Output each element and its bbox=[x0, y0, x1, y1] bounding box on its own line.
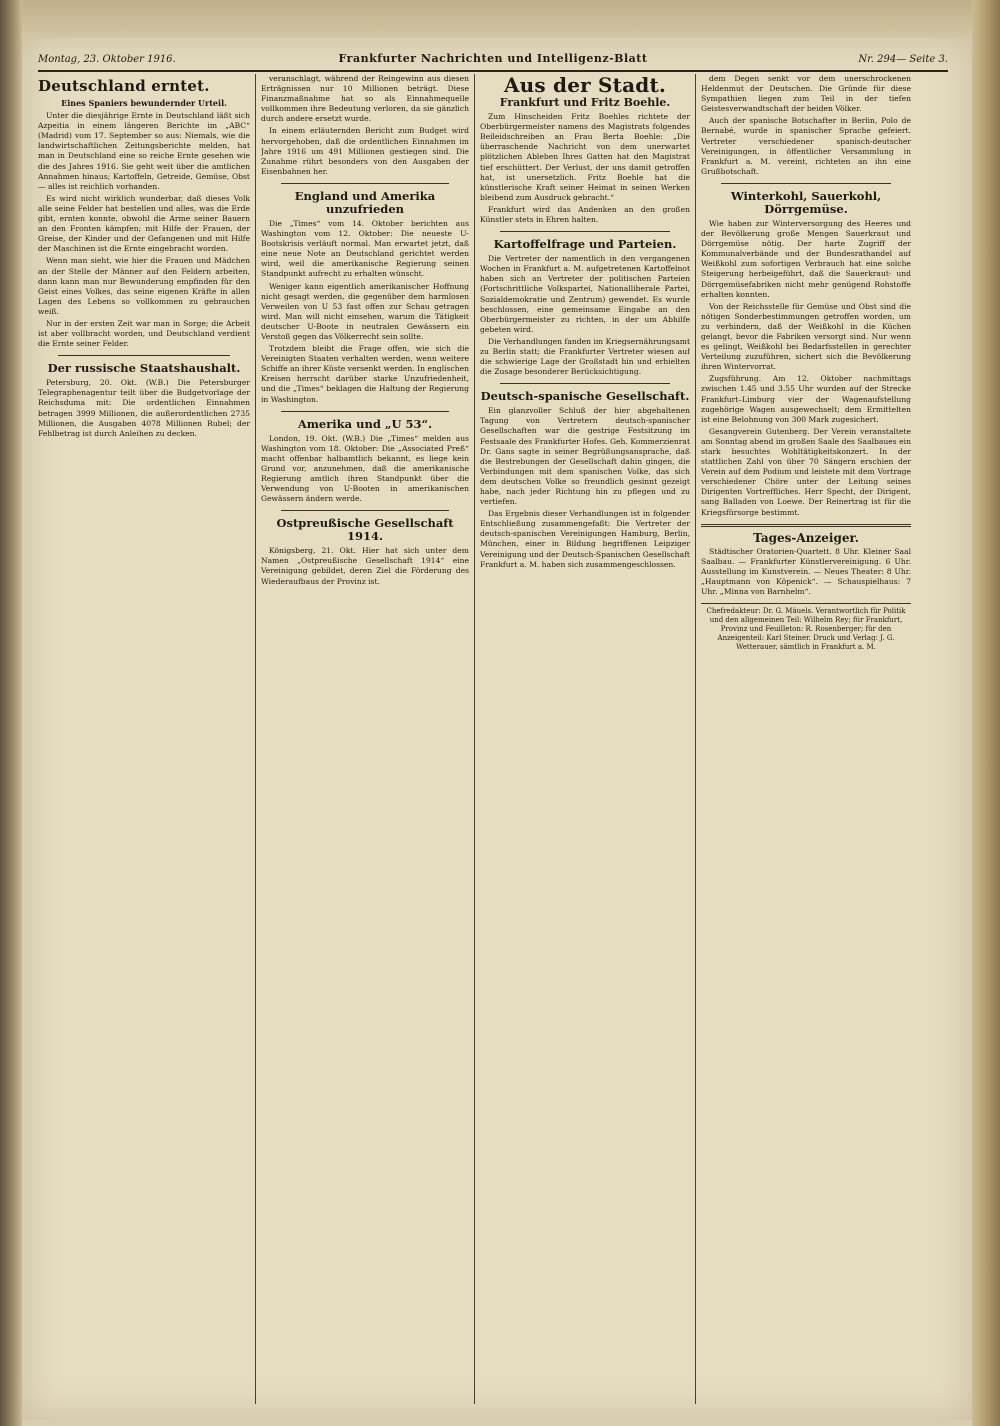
paragraph: Es wird nicht wirklich wunderbar, daß dieses Volk alle seine Felder hat bestellen und alles, was die Erde gibt, ernten konnte, obwohl die Arme seiner Bauern an den Fronten kämpfen; mit Hilfe der Frauen, der Greise, der Kinder und der Gefangenen und mit Hilfe der Maschinen ist die Ernte eingebracht worden. bbox=[38, 193, 250, 254]
article-title: England und Amerika unzufrieden bbox=[294, 188, 436, 216]
paragraph: Königsberg, 21. Okt. Hier hat sich unter dem Namen „Ostpreußische Gesellschaft 1914“ eine Vereinigung gebildet, deren Ziel die Förderung des Wiederaufbaus der Provinz ist. bbox=[261, 546, 469, 586]
paragraph: In einem erläuternden Bericht zum Budget wird hervorgehoben, daß die ordentlichen Einnahmen im Jahre 1916 um 491 Millionen gestiegen sind. Die Zunahme rührt besonders von den Ausgaben der Eisenbahnen her. bbox=[261, 126, 469, 176]
imprint: Chefredakteur: Dr. G. Mäuels. Verantwortlich für Politik und den allgemeinen Teil: Wilhelm Rey; für Frankfurt, Provinz und Feuilleton: R. Rosenberger; für den Anzeigenteil: Karl Steiner. Druck und Verlag: J. G. Wetterauer, sämtlich in Frankfurt a. M. bbox=[701, 603, 911, 652]
paragraph: Zugsführung. Am 12. Oktober nachmittags zwischen 1.45 und 3.55 Uhr wurden auf der Strecke Frankfurt–Limburg vier der Wagenaufstellung zugehörige Wagen ausgewechselt; dem Ermittelten ist eine Belohnung von 300 Mark zugesichert. bbox=[701, 374, 911, 424]
divider bbox=[281, 510, 449, 511]
article-title: Deutschland erntet. bbox=[38, 77, 210, 95]
divider bbox=[281, 183, 449, 184]
paragraph: Die Vertreter der namentlich in den vergangenen Wochen in Frankfurt a. M. aufgetretenen Kartoffelnot haben sich an Vertreter der politischen Parteien (Fortschrittliche Volkspartei, Nationalliberale Partei, Sozialdemokratie und Zentrum) gewendet. Es wurde beschlossen, eine gemeinsame Eingabe an den Oberbürgermeister zu richten, in der um Abhilfe gebeten wird. bbox=[480, 254, 690, 334]
paragraph: Die Verhandlungen fanden im Kriegsernährungsamt zu Berlin statt; die Frankfurter Vertreter wiesen auf die schwierige Lage der Großstadt hin und erhielten die Zusage besonderer Berücksichtigung. bbox=[480, 336, 690, 377]
article-title: Frankfurt und Fritz Boehle. bbox=[499, 96, 671, 109]
divider bbox=[721, 183, 891, 184]
column-3 bbox=[480, 74, 690, 1414]
divider bbox=[281, 411, 449, 412]
page-header bbox=[38, 52, 948, 72]
column-4 bbox=[701, 74, 911, 1414]
paragraph: Die „Times“ vom 14. Oktober berichten aus Washington vom 12. Oktober: Die neueste U-Bootskrisis verläuft normal. Man erwartet jetzt, daß eine neue Note an Deutschland gerichtet werden wird, weil die amerikanische Regierung seinen Standpunkt aufrecht zu erhalten wünscht. bbox=[261, 218, 469, 279]
paragraph: London, 19. Okt. (W.B.) Die „Times“ melden aus Washington vom 18. Oktober: Die „Associated Preß“ macht offenbar halbamtlich bekannt, es liege kein Grund vor, anzunehmen, daß die amerikanische Regierung amtlich ihren Standpunkt über die Verwendung von U-Booten in amerikanischen Gewässern ändern werde. bbox=[261, 433, 469, 504]
binding-edge bbox=[0, 0, 22, 1426]
paragraph: Unter die diesjährige Ernte in Deutschland läßt sich Azpeitia in einem längeren Berichte im „ABC“ (Madrid) vom 17. September so aus: Niemals, wie die landwirtschaftlichen Zeitungsberichte melden, hat man in Deutschland eine so reiche Ernte gesehen wie die des Jahres 1916. Sie geht weit über die amtlichen Annahmen hinaus; Kartoffeln, Getreide, Gemüse, Obst — alles ist reichlich vorhanden. bbox=[38, 111, 250, 191]
article-title: Amerika und „U 53“. bbox=[297, 416, 433, 431]
section-title: Aus der Stadt. bbox=[503, 74, 667, 97]
paragraph: Nur in der ersten Zeit war man in Sorge; die Arbeit ist aber vollbracht worden, und Deutschland verdient die Ernte seiner Felder. bbox=[38, 318, 250, 349]
divider bbox=[58, 355, 230, 356]
paragraph: Städtischer Oratorien-Quartett. 8 Uhr. Kleiner Saal Saalbau. — Frankfurter Künstlervereinigung. 6 Uhr. Ausstellung im Kunstverein. — Neues Theater: 8 Uhr. „Hauptmann von Köpenick“. — Schauspielhaus: 7 Uhr. „Minna von Barnhelm“. bbox=[701, 546, 911, 597]
paragraph: dem Degen senkt vor dem unerschrockenen Heldenmut der Deutschen. Die Gründe für diese Sympathien liegen zum Teil in der tiefen Geistesverwandtschaft der beiden Völker. bbox=[701, 74, 911, 114]
column-1 bbox=[38, 74, 250, 1414]
article-title: Kartoffelfrage und Parteien. bbox=[493, 237, 677, 252]
page-number: Nr. 294— Seite 3. bbox=[858, 54, 948, 65]
paragraph: Auch der spanische Botschafter in Berlin, Polo de Bernabé, wurde in spanischer Sprache gefeiert. Vertreter verschiedener spanisch-deutscher Vereinigungen, in öffentlicher Versammlung in Frankfurt a. M. vereint, richteten an ihn eine Grußbotschaft. bbox=[701, 116, 911, 176]
divider bbox=[500, 383, 670, 384]
paragraph: Ein glanzvoller Schluß der hier abgehaltenen Tagung von Vertretern deutsch-spanischer Gesellschaften war die gestrige Festsitzung im Festsaale des Frankfurter Hofes. Geh. Kommerzienrat Dr. Gans sagte in seiner Begrüßungsansprache, daß die Bestrebungen der Gesellschaft dahin gingen, die Verbindungen mit dem spanischen Volke, das sich dem deutschen Volke so freundlich gesinnt gezeigt habe, nach jeder Richtung hin zu pflegen und zu vertiefen. bbox=[480, 406, 690, 507]
paragraph: Zum Hinscheiden Fritz Boehles richtete der Oberbürgermeister namens des Magistrats folgendes Beileidschreiben an Frau Berta Boehle: „Die überraschende Nachricht von dem unerwartet plötzlichen Ableben Ihres Gatten hat den Magistrat tief erschüttert. Der Verlust, der uns damit getroffen hat, ist unersetzlich. Fritz Boehle hat die künstlerische Kraft seiner Heimat in seinen Werken bleibend zum Ausdruck gebracht.“ bbox=[480, 112, 690, 202]
column-rule bbox=[695, 74, 696, 1404]
article-title: Ostpreußische Gesellschaft 1914. bbox=[276, 516, 454, 544]
divider bbox=[701, 524, 911, 527]
article-title: Deutsch-spanische Gesellschaft. bbox=[480, 389, 690, 404]
article-title: Winterkohl, Sauerkohl, Dörrgemüse. bbox=[730, 188, 882, 216]
paragraph: Wenn man sieht, wie hier die Frauen und Mädchen an der Stelle der Männer auf den Feldern arbeiten, dann kann man nur Bewunderung empfinden für den Geist eines Volkes, das seine eigenen Kräfte in allen Lagen des Lebens so vollkommen zu gebrauchen weiß. bbox=[38, 256, 250, 316]
divider bbox=[500, 231, 670, 232]
article-title: Der russische Staatshaushalt. bbox=[47, 361, 241, 376]
paragraph: Das Ergebnis dieser Verhandlungen ist in folgender Entschließung zusammengefaßt: Die Vertreter der deutsch-spanischen Vereinigungen Hamburg, Berlin, München, einer in Bildung begriffenen Leipziger Vereinigung und der Deutsch-Spanischen Gesellschaft Frankfurt a. M. haben sich zusammengeschlossen. bbox=[480, 509, 690, 569]
paragraph: Wie haben zur Winterversorgung des Heeres und der Bevölkerung große Mengen Sauerkraut und Dörrgemüse nötig. Der harte Zugriff der Kommunalverbände und der Bundesrathandel auf Weißkohl zum sofortigen Verbrauch hat eine solche Steigerung herbeigeführt, daß die Sauerkraut- und Dörrgemüsefabriken nicht mehr genügend Rohstoffe erhalten konnten. bbox=[701, 218, 911, 299]
paragraph: Petersburg, 20. Okt. (W.B.) Die Petersburger Telegraphenagentur teilt über die Budgetvorlage der Reichsduma mit: Die ordentlichen Einnahmen betragen 3999 Millionen, die außerordentlichen 2735 Millionen, die Ausgaben 4078 Millionen Rubel; der Fehlbetrag ist durch Anleihen zu decken. bbox=[38, 378, 250, 438]
paragraph: Von der Reichsstelle für Gemüse und Obst sind die nötigen Sonderbestimmungen getroffen worden, um zu verhindern, daß der Weißkohl in die Küchen gelangt, bevor die Fabriken versorgt sind. Nur wenn es gelingt, Weißkohl bei Bedarfsstellen in gerechter Verteilung zuzuführen, sichert sich die Bevölkerung ihren Wintervorrat. bbox=[701, 301, 911, 372]
page-top-margin bbox=[0, 0, 1000, 38]
article-kicker: Eines Spaniers bewundernder Urteil. bbox=[61, 98, 227, 108]
paragraph: Weniger kann eigentlich amerikanischer Hoffnung nicht gesagt werden, die gegenüber dem harmlosen Verweilen von U 53 fast offen zur Schau getragen wird. Man will nicht einsehen, warum die Tätigkeit deutscher U-Boote in neutralen Gewässern ein Verstoß gegen das Völkerrecht sein sollte. bbox=[261, 281, 469, 341]
section-title: Tages-Anzeiger. bbox=[753, 530, 859, 545]
issue-date: Montag, 23. Oktober 1916. bbox=[38, 54, 176, 65]
paragraph: veranschlagt, während der Reingewinn aus diesen Erträgnissen nur 10 Millionen beträgt. Diese Finanzmaßnahme hat so als Einnahmequelle vollkommen ihre Bedeutung verloren, da sie gänzlich durch andere ersetzt wurde. bbox=[261, 74, 469, 124]
masthead: Frankfurter Nachrichten und Intelligenz-Blatt bbox=[338, 52, 648, 65]
column-2 bbox=[261, 74, 469, 1414]
page-right-edge bbox=[972, 0, 1000, 1426]
paragraph: Trotzdem bleibt die Frage offen, wie sich die Vereinigten Staaten verhalten werden, wenn weitere Schiffe an ihrer Küste versenkt werden. In englischen Kreisen herrscht darüber starke Unzufriedenheit, und die „Times“ beklagen die Haltung der Regierung in Washington. bbox=[261, 344, 469, 404]
column-rule bbox=[255, 74, 256, 1404]
paragraph: Frankfurt wird das Andenken an den großen Künstler stets in Ehren halten. bbox=[480, 204, 690, 225]
paragraph: Gesangverein Gutenberg. Der Verein veranstaltete am Sonntag abend im großen Saale des Saalbaues ein stark besuchtes Wohltätigkeitskonzert. In der stattlichen Zahl von über 70 Sängern erschien der Verein auf dem Podium und leistete mit dem Vortrage verschiedener Chöre unter der Leitung seines Dirigenten Vortreffliches. Herr Specht, der Dirigent, sang Balladen von Loewe. Der Reinertrag ist für die Kriegsfürsorge bestimmt. bbox=[701, 426, 911, 517]
column-rule bbox=[474, 74, 475, 1404]
